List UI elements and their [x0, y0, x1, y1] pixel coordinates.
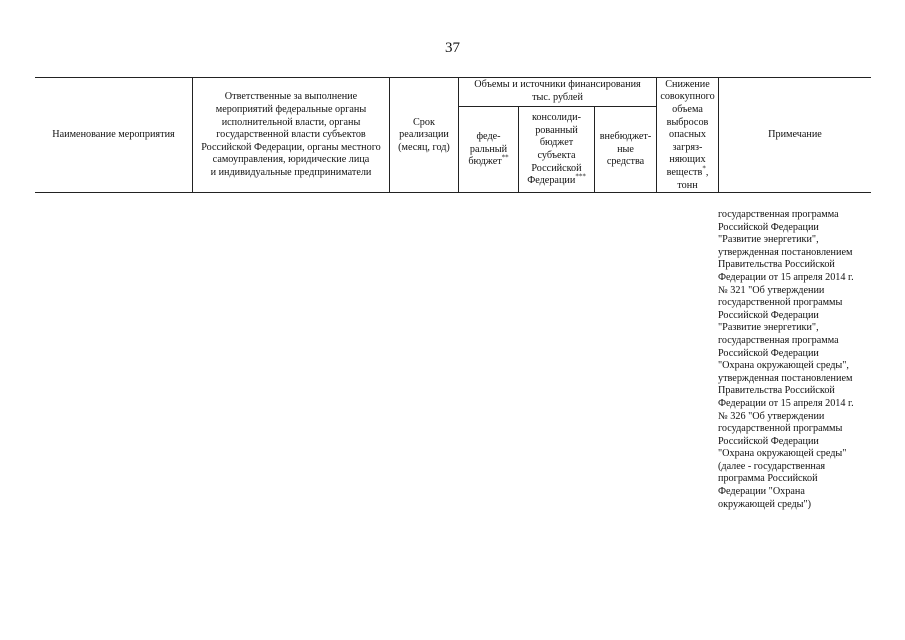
header-remark-text: Примечание	[768, 129, 822, 141]
footnote-mark: ***	[575, 172, 586, 181]
header-federal	[459, 107, 518, 193]
header-offbudget-text: внебюджет- ные средства	[599, 131, 652, 168]
header-responsible	[193, 78, 389, 193]
header-name	[35, 78, 192, 193]
header-term-text: Срок реализации (месяц, год)	[398, 116, 450, 153]
header-regional-text: консолиди- рованный бюджет субъекта Российской Федерации***	[527, 112, 586, 187]
header-regional	[519, 107, 594, 193]
header-funding-group	[459, 78, 656, 106]
header-offbudget	[595, 107, 656, 193]
table-header	[35, 77, 871, 193]
page-number: 37	[445, 40, 460, 56]
header-remark	[719, 78, 871, 193]
header-reduction-text: Снижение совокупного объема выбросов опасных загряз- няющих веществ*, тонн	[660, 78, 715, 191]
header-responsible-text: Ответственные за выполнение мероприятий федеральные органы исполнительной власти, органы государственной власти субъектов Российской Федерации, органы местного самоуправления, юридические лица и индивидуальные предприниматели	[201, 91, 381, 178]
header-funding-group-text: Объемы и источники финансирования тыс. рублей	[474, 79, 641, 103]
remark-cell: государственная программа Российской Федерации "Развитие энергетики", утвержденная постановлением Правительства Российской Федерации от 15 апреля 2014 г. № 321 "Об утверждении государственной программы Российской Федерации "Развитие энергетики", государственная программа Российской Федерации "Охрана окружающей среды", утвержденная постановлением Правительства Российской Федерации от 15 апреля 2014 г. № 326 "Об утверждении государственной программы Российской Федерации "Охрана окружающей среды" (далее - государственная программа Российской Федерации "Охрана окружающей среды")	[718, 209, 854, 510]
footnote-mark: *	[702, 164, 706, 173]
footnote-mark: **	[501, 153, 509, 162]
header-name-text: Наименование мероприятия	[52, 129, 175, 141]
header-federal-text: феде- ральный бюджет**	[468, 131, 509, 168]
header-reduction	[657, 78, 718, 193]
header-term	[390, 78, 458, 193]
